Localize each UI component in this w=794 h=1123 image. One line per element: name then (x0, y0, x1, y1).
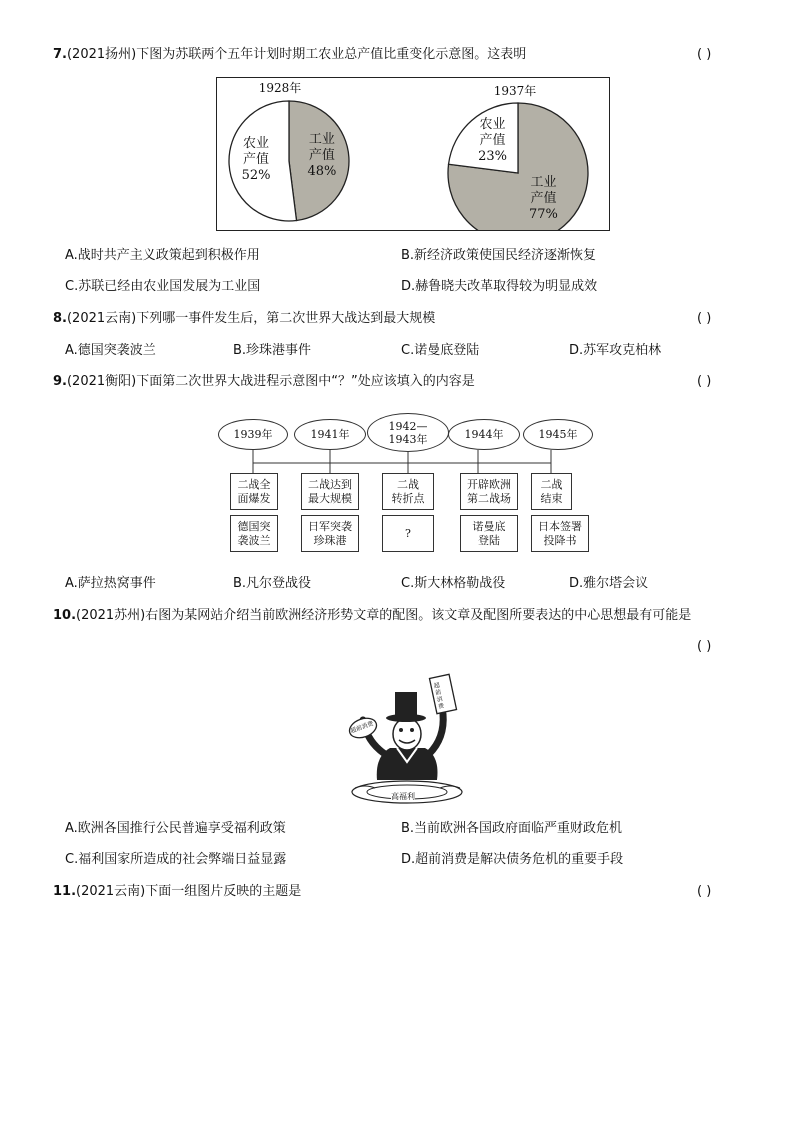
timeline-event-4: 诺曼底 登陆 (460, 515, 518, 552)
option-10d[interactable]: D.超前消费是解决债务危机的重要手段 (401, 852, 624, 867)
timeline-year-1942-1943: 1942— 1943年 (367, 413, 449, 452)
question-11-stem: 11.(2021云南)下面一组图片反映的主题是 (53, 884, 302, 899)
pie-label-1-1-ind: 产值 (530, 190, 557, 206)
timeline-stage-2: 二战达到 最大规模 (301, 473, 359, 510)
option-9b[interactable]: B.凡尔登战役 (233, 576, 312, 591)
option-7c[interactable]: C.苏联已经由农业国发展为工业国 (65, 279, 261, 294)
timeline-year-1944: 1944年 (448, 419, 520, 450)
welfare-cartoon (345, 668, 470, 806)
cartoon-water-label: 高福利 (391, 792, 415, 801)
option-9c[interactable]: C.斯大林格勒战役 (401, 576, 506, 591)
cartoon-bag-label: 超前消费 (349, 720, 375, 735)
answer-paren-10: ( ) (697, 639, 712, 654)
pie-label-0-2-ind: 48% (307, 163, 337, 179)
answer-paren-7: ( ) (697, 47, 712, 62)
pie-title-0: 1928年 (258, 81, 302, 95)
question-9-stem: 9.(2021衡阳)下面第二次世界大战进程示意图中“？”处应该填入的内容是 (53, 374, 475, 389)
option-8c[interactable]: C.诺曼底登陆 (401, 343, 480, 358)
answer-paren-11: ( ) (697, 884, 712, 899)
pie-label-0-0-ind: 工业 (308, 131, 335, 147)
question-7-stem: 7.(2021扬州)下图为苏联两个五年计划时期工农业总产值比重变化示意图。这表明 (53, 47, 527, 62)
cartoon-drawing (345, 668, 470, 806)
option-10b[interactable]: B.当前欧洲各国政府面临严重财政危机 (401, 821, 623, 836)
timeline-stage-1: 二战全 面爆发 (230, 473, 278, 510)
option-8b[interactable]: B.珍珠港事件 (233, 343, 312, 358)
pie-label-1-0-agr: 农业 (479, 117, 506, 133)
option-10c[interactable]: C.福利国家所造成的社会弊端日益显露 (65, 852, 287, 867)
pie-label-0-0-agr: 农业 (243, 136, 270, 152)
pie-label-0-2-agr: 52% (241, 168, 271, 184)
pie-label-0-1-agr: 产值 (243, 152, 270, 168)
answer-paren-9: ( ) (697, 374, 712, 389)
pie-label-1-0-ind: 工业 (530, 174, 557, 190)
pie-label-1-1-agr: 产值 (479, 133, 506, 149)
answer-paren-8: ( ) (697, 311, 712, 326)
option-8a[interactable]: A.德国突袭波兰 (65, 343, 156, 358)
pie-label-0-1-ind: 产值 (308, 147, 335, 163)
pie-label-1-2-ind: 77% (529, 206, 558, 222)
question-10-stem: 10.(2021苏州)右图为某网站介绍当前欧洲经济形势文章的配图。该文章及配图所要表达的中心思想最有可能是 (53, 608, 692, 623)
option-7a[interactable]: A.战时共产主义政策起到积极作用 (65, 248, 260, 263)
pie-label-1-2-agr: 23% (478, 149, 507, 165)
cartoon-paper-label: 超前消费 (433, 681, 445, 711)
option-10a[interactable]: A.欧洲各国推行公民普遍享受福利政策 (65, 821, 286, 836)
timeline-year-1945: 1945年 (523, 419, 593, 450)
timeline-year-1939: 1939年 (218, 419, 288, 450)
timeline-event-2: 日军突袭 珍珠港 (301, 515, 359, 552)
timeline-year-1941: 1941年 (294, 419, 366, 450)
pie-title-1: 1937年 (493, 84, 537, 98)
timeline-event-5: 日本签署 投降书 (531, 515, 589, 552)
option-7b[interactable]: B.新经济政策使国民经济逐渐恢复 (401, 248, 597, 263)
timeline-stage-3: 二战 转折点 (382, 473, 434, 510)
pie-charts-svg (217, 78, 609, 230)
timeline-stage-4: 开辟欧洲 第二战场 (460, 473, 518, 510)
timeline-stage-5: 二战 结束 (531, 473, 572, 510)
timeline-event-3-unknown: ? (382, 515, 434, 552)
option-7d[interactable]: D.赫鲁晓夫改革取得较为明显成效 (401, 279, 598, 294)
option-8d[interactable]: D.苏军攻克柏林 (569, 343, 662, 358)
option-9a[interactable]: A.萨拉热窝事件 (65, 576, 156, 591)
ww2-timeline-diagram (215, 410, 595, 560)
timeline-event-1: 德国突 袭波兰 (230, 515, 278, 552)
option-9d[interactable]: D.雅尔塔会议 (569, 576, 649, 591)
question-8-stem: 8.(2021云南)下列哪一事件发生后，第二次世界大战达到最大规模 (53, 311, 436, 326)
pie-charts-figure (216, 77, 610, 231)
